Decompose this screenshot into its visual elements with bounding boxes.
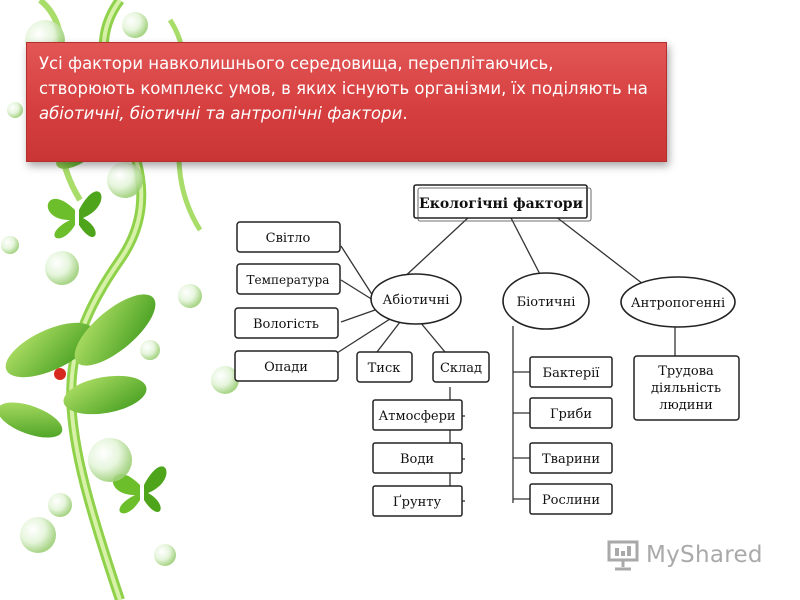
node-water (373, 443, 462, 473)
node-light (237, 222, 340, 252)
node-abiotic (371, 274, 461, 324)
node-soil (373, 486, 462, 516)
node-root-label: Екологічні фактори (419, 196, 583, 212)
presentation-screen-icon (606, 539, 640, 571)
node-bacteria (530, 357, 612, 387)
node-water-label: Води (399, 452, 435, 467)
node-human-labor (634, 356, 739, 420)
node-light-label: Світло (265, 231, 311, 246)
butterfly-icon (48, 191, 102, 238)
node-precipitation-label: Опади (264, 360, 308, 375)
node-humidity (235, 308, 338, 338)
node-soil-label: Ґрунту (392, 495, 442, 510)
node-fungi-label: Гриби (549, 407, 593, 422)
node-composition-label: Склад (439, 361, 483, 376)
node-root (414, 185, 591, 221)
node-abiotic-label: Абіотичні (382, 293, 450, 308)
node-humidity-label: Вологість (253, 317, 319, 332)
node-atmosphere (373, 400, 462, 430)
node-plants-label: Рослини (541, 493, 601, 508)
node-human-labor-line1: Трудова (658, 364, 714, 379)
node-plants (530, 484, 612, 514)
ecological-factors-diagram (215, 176, 775, 526)
node-fungi (530, 398, 612, 428)
banner-text: Усі фактори навколишнього середовища, переплітаючись, створюють комплекс умов, в яких існують організми, їх поділяють на (39, 54, 648, 98)
myshared-logo (606, 538, 763, 572)
node-composition (433, 352, 489, 382)
node-anthropogenic-label: Антропогенні (630, 296, 726, 311)
node-precipitation (235, 351, 338, 381)
banner-text-end: . (402, 104, 408, 123)
ladybug-icon (54, 368, 66, 380)
node-temperature-label: Температура (246, 273, 330, 287)
node-pressure-label: Тиск (367, 361, 401, 376)
node-pressure (357, 352, 412, 382)
node-anthropogenic (621, 277, 735, 327)
node-animals (530, 443, 612, 473)
banner-text-italic: абіотичні, біотичні та антропічні фактори (39, 104, 403, 123)
leaf (0, 395, 67, 445)
node-atmosphere-label: Атмосфери (378, 409, 456, 424)
node-temperature (237, 264, 340, 294)
node-biotic (503, 273, 589, 329)
node-bacteria-label: Бактерії (542, 366, 600, 381)
logo-text: MyShared (646, 542, 763, 568)
node-human-labor-line2: діяльність (650, 381, 722, 396)
node-biotic-label: Біотичні (516, 295, 576, 310)
node-animals-label: Тварини (541, 452, 601, 467)
intro-banner (26, 42, 667, 162)
node-human-labor-line3: людини (659, 398, 713, 413)
